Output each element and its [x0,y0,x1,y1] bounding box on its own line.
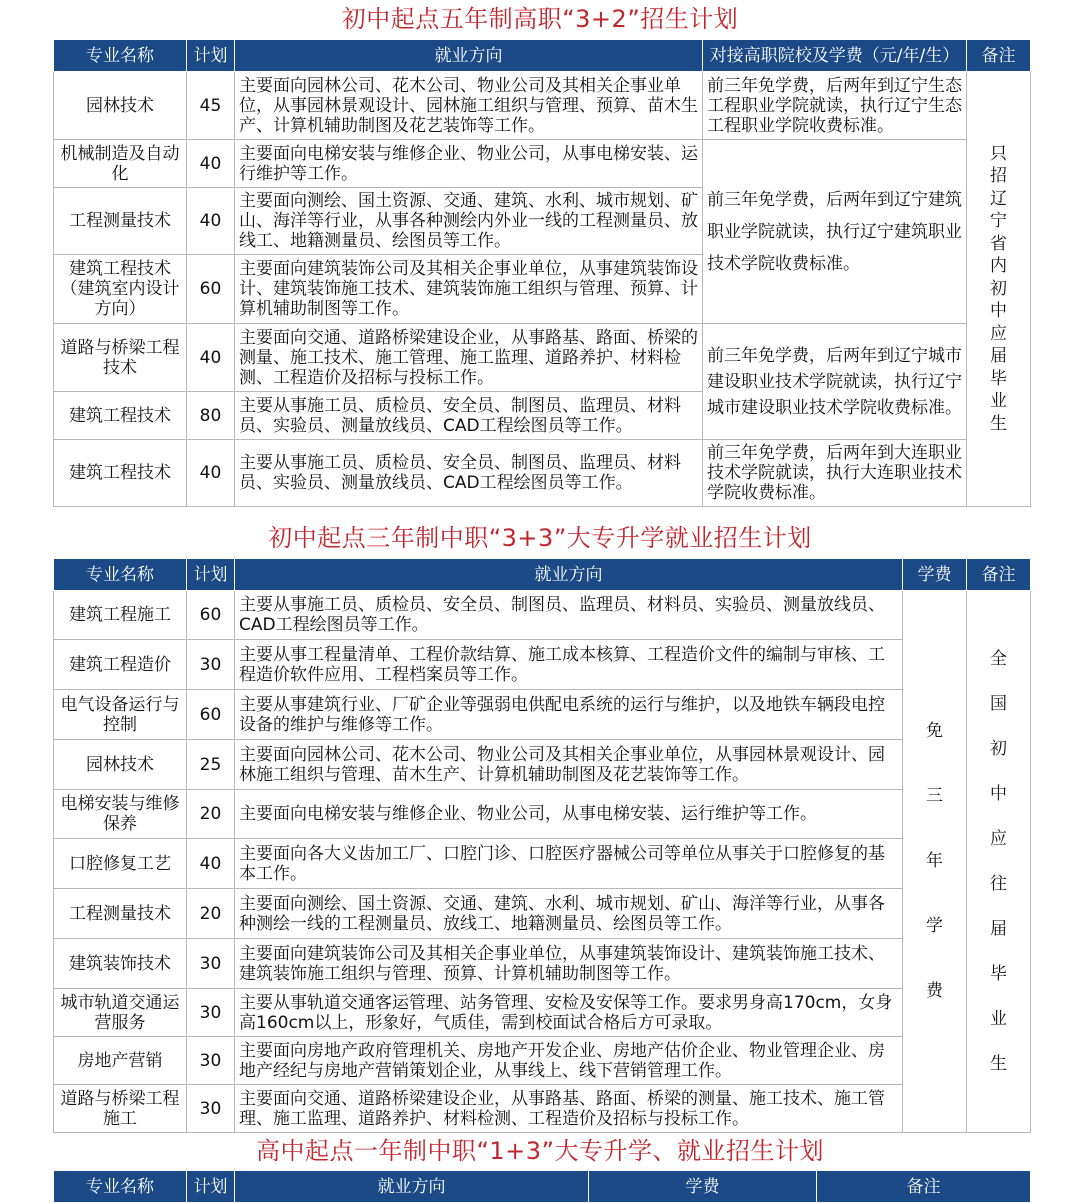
header-note: 备注 [817,1171,1031,1203]
employment-direction: 主要面向电梯安装与维修企业、物业公司，从事电梯安装、运行维护等工作。 [235,140,703,188]
employment-direction: 主要从事工程量清单、工程价款结算、施工成本核算、工程造价文件的编制与审核、工程造价软件应用、工程档案员等工作。 [235,640,903,690]
major-name: 机械制造及自动化 [54,140,187,188]
employment-direction: 主要从事施工员、质检员、安全员、制图员、监理员、材料员、实验员、测量放线员、CAD工程绘图员等工作。 [235,591,903,640]
plan-count: 45 [187,72,235,140]
employment-direction: 主要面向园林公司、花木公司、物业公司及其相关企事业单位，从事园林景观设计、园林施工组织与管理、苗木生产、计算机辅助制图及花艺装饰等工作。 [235,740,903,790]
header-fee: 学费 [589,1171,817,1203]
employment-direction: 主要面向各大义齿加工厂、口腔门诊、口腔医疗器械公司等单位从事关于口腔修复的基本工作。 [235,839,903,889]
major-name: 园林技术 [54,72,187,140]
table2-title: 初中起点三年制中职“3+3”大专升学就业招生计划 [268,524,812,552]
plan-count: 40 [187,440,235,507]
plan-count: 40 [187,839,235,889]
table-row [54,740,1031,790]
table3-header-row [54,1171,1031,1203]
header-note: 备注 [967,559,1031,591]
employment-direction: 主要面向园林公司、花木公司、物业公司及其相关企事业单位，从事园林景观设计、园林施工组织与管理、预算、苗木生产、计算机辅助制图及花艺装饰等工作。 [235,72,703,140]
employment-direction: 主要从事轨道交通客运管理、站务管理、安检及安保等工作。要求男身高170cm，女身高160cm以上，形象好，气质佳，需到校面试合格后方可录取。 [235,989,903,1037]
major-name: 建筑装饰技术 [54,939,187,989]
major-name: 电梯安装与维修保养 [54,790,187,839]
major-name: 道路与桥梁工程施工 [54,1085,187,1133]
employment-direction: 主要面向电梯安装与维修企业、物业公司，从事电梯安装、运行维护等工作。 [235,790,903,839]
major-name: 工程测量技术 [54,188,187,255]
table2 [53,558,1031,1133]
major-name: 房地产营销 [54,1037,187,1085]
plan-count: 30 [187,989,235,1037]
employment-direction: 主要面向测绘、国土资源、交通、建筑、水利、城市规划、矿山、海洋等行业，从事各种测绘内外业一线的工程测量员、放线工、地籍测量员、绘图员等工作。 [235,188,703,255]
major-name: 建筑工程技术 [54,392,187,440]
employment-direction: 主要面向建筑装饰公司及其相关企事业单位，从事建筑装饰设计、建筑装饰施工技术、建筑装饰施工组织与管理、预算、计算机辅助制图等工作。 [235,939,903,989]
major-name: 建筑工程技术 [54,440,187,507]
header-count: 计划 [187,559,235,591]
note-cell [967,72,1031,507]
major-name: 建筑工程造价 [54,640,187,690]
note-text: 全国初中应往届毕业生 [990,648,1007,1074]
employment-direction: 主要面向交通、道路桥梁建设企业，从事路基、路面、桥梁的测量、施工技术、施工管理、施工监理、道路养护、材料检测、工程造价及招标与投标工作。 [235,324,703,392]
fee-cell [903,591,967,1133]
table-row [54,889,1031,939]
major-name: 园林技术 [54,740,187,790]
header-major: 专业名称 [54,1171,187,1203]
table-row [54,839,1031,889]
table-row [54,1037,1031,1085]
major-name: 电气设备运行与控制 [54,690,187,740]
note-cell [967,591,1031,1133]
employment-direction: 主要从事施工员、质检员、安全员、制图员、监理员、材料员、实验员、测量放线员、CAD工程绘图员等工作。 [235,440,703,507]
plan-count: 60 [187,591,235,640]
header-major: 专业名称 [54,559,187,591]
table2-header-row [54,559,1031,591]
employment-direction: 主要从事建筑行业、厂矿企业等强弱电供配电系统的运行与维护，以及地铁车辆段电控设备的维护与维修等工作。 [235,690,903,740]
table3 [53,1170,1031,1203]
header-count: 计划 [187,1171,235,1203]
table-row [54,690,1031,740]
plan-count: 20 [187,790,235,839]
table-row [54,989,1031,1037]
table-row [54,790,1031,839]
plan-count: 80 [187,392,235,440]
table1 [53,39,1031,507]
header-employment: 就业方向 [235,1171,589,1203]
school-fee-info: 前三年免学费，后两年到辽宁建筑职业学院就读，执行辽宁建筑职业技术学院收费标准。 [703,140,967,324]
major-name: 建筑工程施工 [54,591,187,640]
table3-title: 高中起点一年制中职“1+3”大专升学、就业招生计划 [255,1137,824,1165]
employment-direction: 主要面向交通、道路桥梁建设企业，从事路基、路面、桥梁的测量、施工技术、施工管理、施工监理、道路养护、材料检测、工程造价及招标与投标工作。 [235,1085,903,1133]
table-row [54,1085,1031,1133]
plan-count: 40 [187,324,235,392]
school-fee-info: 前三年免学费，后两年到辽宁城市建设职业技术学院就读，执行辽宁城市建设职业技术学院收费标准。 [703,324,967,440]
table1-header-row [54,40,1031,72]
header-employment: 就业方向 [235,559,903,591]
fee-text: 免三年学费 [926,721,943,1001]
table1-title: 初中起点五年制高职“3+2”招生计划 [341,5,739,33]
employment-direction: 主要面向建筑装饰公司及其相关企事业单位，从事建筑装饰设计、建筑装饰施工技术、建筑装饰施工组织与管理、预算、计算机辅助制图等工作。 [235,255,703,324]
plan-count: 40 [187,140,235,188]
major-name: 工程测量技术 [54,889,187,939]
table-row [54,939,1031,989]
plan-count: 30 [187,640,235,690]
plan-count: 60 [187,255,235,324]
plan-count: 40 [187,188,235,255]
header-employment: 就业方向 [235,40,703,72]
header-major: 专业名称 [54,40,187,72]
school-fee-info: 前三年免学费，后两年到辽宁生态工程职业学院就读，执行辽宁生态工程职业学院收费标准。 [703,72,967,140]
employment-direction: 主要面向房地产政府管理机关、房地产开发企业、房地产估价企业、物业管理企业、房地产经纪与房地产营销策划企业，从事线上、线下营销管理工作。 [235,1037,903,1085]
table-row [54,140,1031,188]
table-row [54,324,1031,392]
employment-direction: 主要面向测绘、国土资源、交通、建筑、水利、城市规划、矿山、海洋等行业，从事各种测绘一线的工程测量员、放线工、地籍测量员、绘图员等工作。 [235,889,903,939]
header-count: 计划 [187,40,235,72]
major-name: 城市轨道交通运营服务 [54,989,187,1037]
header-fee: 学费 [903,559,967,591]
plan-count: 30 [187,1085,235,1133]
plan-count: 20 [187,889,235,939]
header-note: 备注 [967,40,1031,72]
plan-count: 30 [187,939,235,989]
note-text: 只招辽宁省内初中应届毕业生 [990,143,1007,434]
plan-count: 30 [187,1037,235,1085]
header-school-fee: 对接高职院校及学费（元/年/生） [703,40,967,72]
school-fee-info: 前三年免学费，后两年到大连职业技术学院就读，执行大连职业技术学院收费标准。 [703,440,967,507]
table-row [54,591,1031,640]
table-row [54,640,1031,690]
major-name: 建筑工程技术（建筑室内设计方向） [54,255,187,324]
plan-count: 60 [187,690,235,740]
employment-direction: 主要从事施工员、质检员、安全员、制图员、监理员、材料员、实验员、测量放线员、CAD工程绘图员等工作。 [235,392,703,440]
major-name: 道路与桥梁工程技术 [54,324,187,392]
plan-count: 25 [187,740,235,790]
table-row [54,440,1031,507]
table-row [54,72,1031,140]
major-name: 口腔修复工艺 [54,839,187,889]
